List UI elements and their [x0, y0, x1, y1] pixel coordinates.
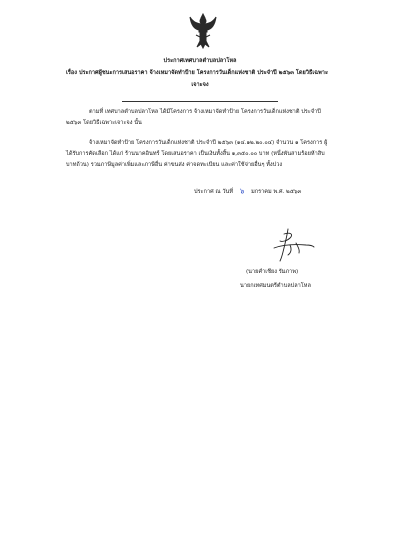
signatory-position: นายกเทศมนตรีตำบลปลาโหล	[240, 283, 311, 289]
subject-line: เรื่อง ประกาศผู้ชนะการเสนอราคา จ้างเหมาจัดทำป้าย โครงการวันเด็กแห่งชาติ ประจำปี ๒๕๖๓ โดยวิธีเฉพาะ	[66, 70, 328, 76]
paragraph-1-line-2: ๒๕๖๓ โดยวิธีเฉพาะเจาะจง นั้น	[66, 120, 142, 126]
garuda-emblem-icon	[189, 13, 217, 49]
paragraph-1-line-1: ตามที่ เทศบาลตำบลปลาโหล ได้มีโครงการ จ้างเหมาจัดทำป้าย โครงการวันเด็กแห่งชาติ ประจำปี	[89, 109, 321, 115]
handwritten-signature	[266, 228, 316, 262]
announce-prefix: ประกาศ ณ วันที่	[194, 189, 234, 195]
announce-month-year: มกราคม พ.ศ. ๒๕๖๓	[251, 189, 302, 195]
announce-day: ๖	[239, 187, 245, 195]
signatory-name: (นายคำเชียง รัมภาพ)	[246, 269, 299, 275]
paragraph-2-line-2: ได้รับการคัดเลือก ได้แก่ ร้านนาคอินทร์ โดยเสนอราคา เป็นเงินทั้งสิ้น ๑,๓๕๐.๐๐ บาท (หนึ่งพันสามร้อยห้าสิบ	[66, 151, 325, 157]
paragraph-2-line-3: บาทถ้วน) รวมภาษีมูลค่าเพิ่มและภาษีอื่น ค่าขนส่ง ค่าจดทะเบียน และค่าใช้จ่ายอื่นๆ ทั้งปวง	[66, 162, 283, 168]
paragraph-2-line-1: จ้างเหมาจัดทำป้าย โครงการวันเด็กแห่งชาติ ประจำปี ๒๕๖๓ (๑๔.๑๒.๒๐.๐๔) จำนวน ๑ โครงการ ผู้	[89, 140, 328, 146]
subject-line-continued: เจาะจง	[191, 82, 209, 88]
divider	[122, 101, 278, 102]
announce-date	[194, 188, 301, 196]
org-title: ประกาศเทศบาลตำบลปลาโหล	[163, 58, 237, 64]
